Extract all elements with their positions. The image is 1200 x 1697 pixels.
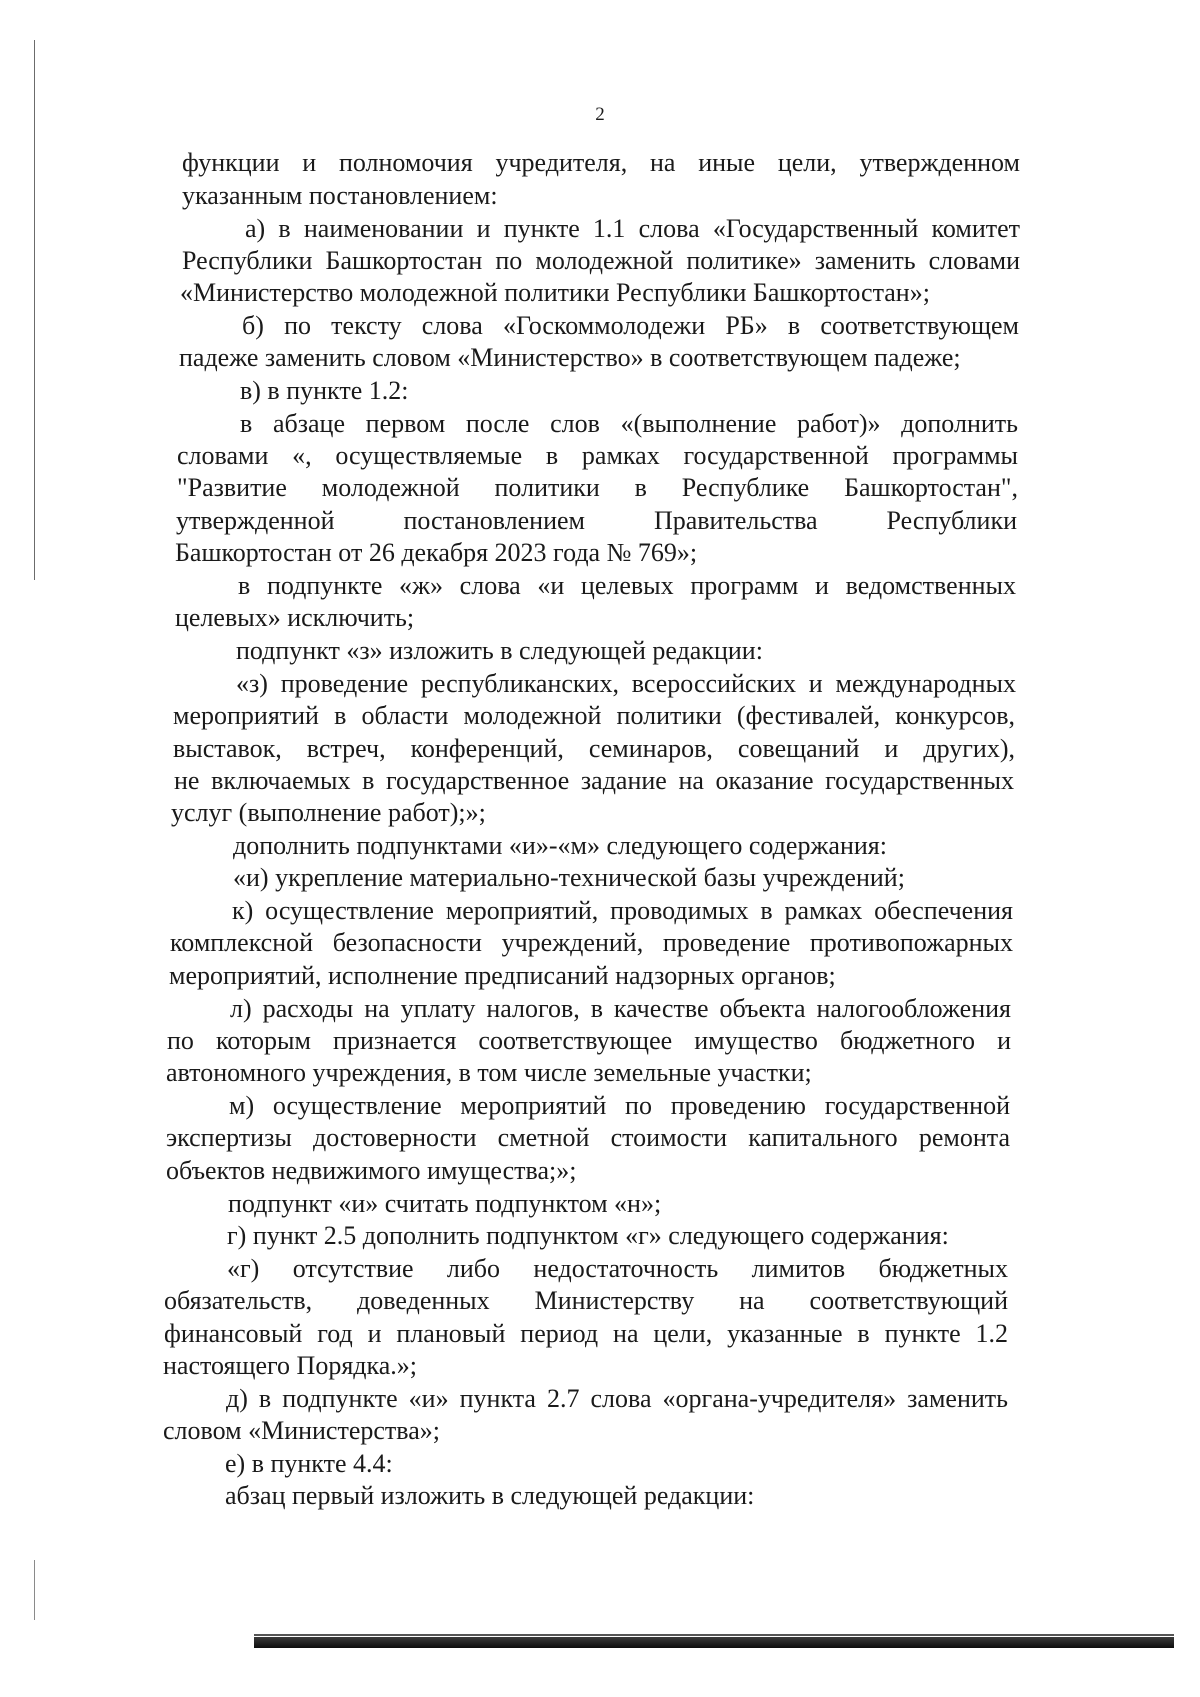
text-line: услуг (выполнение работ);»; [171,798,486,827]
text-line: выставок, встреч, конференций, семинаров, совещаний и других), [173,734,1015,763]
text-line: Башкортостан от 26 декабря 2023 года № 769»; [175,538,698,567]
scan-artifact-line [254,1634,1174,1636]
text-line: Республики Башкортостан по молодежной политике» заменить словами [182,246,1020,275]
text-line: падеже заменить словом «Министерство» в соответствующем падеже; [179,343,961,372]
text-line: «з) проведение республиканских, всероссийских и международных [236,669,1016,698]
text-line: финансовый год и плановый период на цели, указанные в пункте 1.2 [164,1319,1008,1348]
text-line: целевых» исключить; [175,603,415,632]
page-number: 2 [595,104,605,125]
text-line: указанным постановлением: [182,181,498,210]
text-line: в) в пункте 1.2: [240,376,409,405]
text-line: настоящего Порядка.»; [163,1351,418,1380]
text-line: д) в подпункте «и» пункта 2.7 слова «органа-учредителя» заменить [226,1384,1008,1413]
text-line: дополнить подпунктами «и»-«м» следующего содержания: [233,831,887,860]
text-line: в подпункте «ж» слова «и целевых программ и ведомственных [238,571,1016,600]
text-line: комплексной безопасности учреждений, проведение противопожарных [170,928,1013,957]
text-line: по которым признается соответствующее имущество бюджетного и [167,1026,1011,1055]
text-line: в абзаце первом после слов «(выполнение работ)» дополнить [240,409,1018,438]
text-line: автономного учреждения, в том числе земельные участки; [166,1058,812,1087]
text-line: экспертизы достоверности сметной стоимости капитального ремонта [166,1123,1010,1152]
text-line: абзац первый изложить в следующей редакции: [225,1481,755,1510]
text-line: не включаемых в государственное задание на оказание государственных [174,766,1014,795]
text-line: утвержденной постановлением Правительства Республики [176,506,1017,535]
text-line: словами «, осуществляемые в рамках государственной программы [177,441,1018,470]
text-line: «и) укрепление материально-технической базы учреждений; [233,863,905,892]
text-line: м) осуществление мероприятий по проведению государственной [229,1091,1010,1120]
text-line: мероприятий в области молодежной политики (фестивалей, конкурсов, [173,701,1015,730]
text-line: г) пункт 2.5 дополнить подпунктом «г» следующего содержания: [227,1221,949,1250]
text-line: л) расходы на уплату налогов, в качестве объекта налогообложения [230,994,1011,1023]
text-line: функции и полномочия учредителя, на иные цели, утвержденном [182,148,1020,177]
text-line: мероприятий, исполнение предписаний надзорных органов; [169,961,836,990]
scan-artifact-bar [254,1637,1174,1648]
text-line: «г) отсутствие либо недостаточность лимитов бюджетных [227,1254,1008,1283]
text-line: словом «Министерства»; [163,1416,440,1445]
text-line: «Министерство молодежной политики Республики Башкортостан»; [180,278,930,307]
text-line: а) в наименовании и пункте 1.1 слова «Государственный комитет [245,214,1020,243]
text-line: объектов недвижимого имущества;»; [166,1156,577,1185]
text-line: к) осуществление мероприятий, проводимых в рамках обеспечения [232,896,1013,925]
text-line: подпункт «з» изложить в следующей редакции: [236,636,763,665]
text-line: б) по тексту слова «Госкоммолодежи РБ» в соответствующем [242,311,1019,340]
text-line: е) в пункте 4.4: [225,1449,393,1478]
text-line: "Развитие молодежной политики в Республике Башкортостан", [177,473,1018,502]
text-line: обязательств, доведенных Министерству на соответствующий [164,1286,1008,1315]
text-line: подпункт «и» считать подпунктом «н»; [228,1189,662,1218]
